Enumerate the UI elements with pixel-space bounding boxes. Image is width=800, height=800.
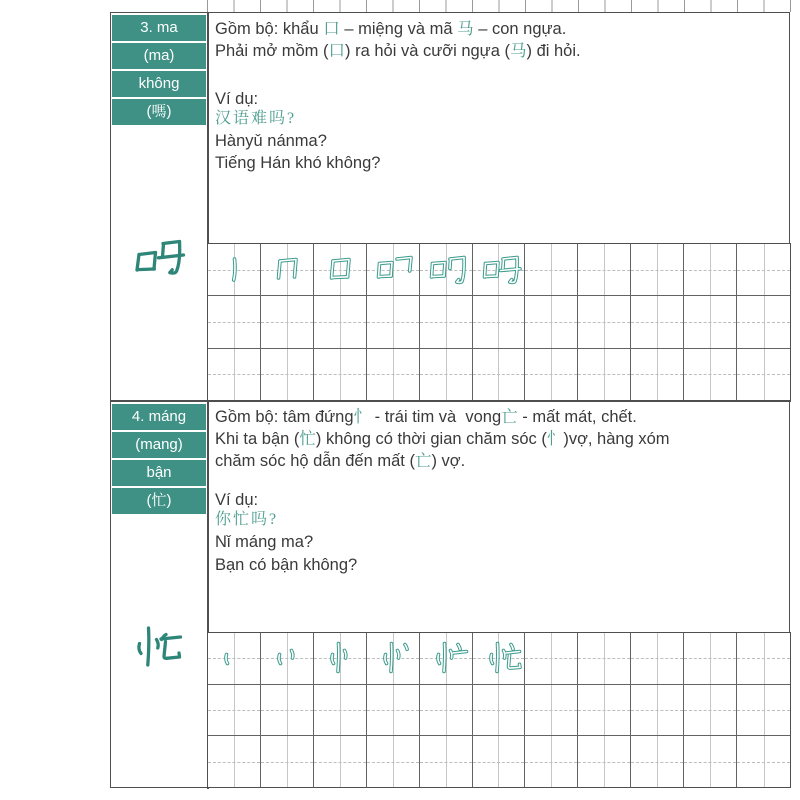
practice-cell [473, 736, 526, 787]
practice-cell [420, 349, 473, 400]
description-line [215, 430, 670, 449]
stroke-stage-6 [491, 644, 520, 672]
practice-cell [525, 349, 578, 400]
inline-text: - trái tim và vong [370, 408, 502, 426]
practice-cell [314, 296, 367, 348]
description-line [215, 452, 465, 471]
stroke-order-stages-ma [207, 243, 791, 296]
practice-cell [208, 349, 261, 400]
practice-cell [473, 296, 526, 348]
practice-cell [684, 296, 737, 348]
inline-text: – miệng và mã [339, 20, 458, 38]
practice-cell [367, 736, 420, 787]
stroke-stage-1 [226, 655, 228, 664]
inline-chinese-character: 忄 [353, 408, 371, 426]
practice-cell [367, 296, 420, 348]
inline-chinese-character: 忄 [546, 430, 564, 448]
inline-chinese-character: 亡 [414, 452, 432, 470]
inline-text: Gồm bộ: tâm đứng [215, 408, 354, 426]
practice-cell [367, 685, 420, 737]
stroke-stage-3 [332, 644, 346, 672]
main-character-ma-icon [128, 229, 186, 287]
practice-cell [578, 685, 631, 737]
inline-chinese-character: 亡 [501, 408, 518, 426]
inline-text: Gồm bộ: khẩu [215, 20, 324, 38]
practice-cell [631, 349, 684, 400]
inline-text: – con ngựa. [473, 20, 567, 38]
practice-cell [684, 685, 737, 737]
stroke-stage-2 [279, 651, 293, 664]
practice-cell [578, 296, 631, 348]
inline-text: Khi ta bận ( [215, 430, 300, 448]
practice-cell [525, 296, 578, 348]
pinyin-cell: (mang) [112, 432, 206, 458]
example-label: Ví dụ: [215, 90, 259, 108]
stroke-stage-2 [279, 260, 297, 279]
inline-chinese-character: 马 [457, 20, 474, 38]
practice-cell [525, 685, 578, 737]
entry-number-cell: 3. ma [112, 15, 206, 41]
meaning-cell: không [112, 71, 206, 97]
practice-cell [261, 349, 314, 400]
practice-cell [684, 736, 737, 787]
example-pinyin: Hànyǔ nánma? [215, 132, 327, 150]
stroke-stage-4 [385, 644, 407, 672]
inline-chinese-character: 忙 [299, 430, 316, 448]
practice-cell [208, 736, 261, 787]
description-line [215, 20, 566, 39]
practice-cell [737, 736, 790, 787]
stroke-stage-5 [438, 644, 467, 672]
example-vietnamese: Tiếng Hán khó không? [215, 154, 381, 172]
practice-cell [684, 349, 737, 400]
inline-text: chăm sóc hộ dẫn đến mất ( [215, 452, 415, 470]
practice-cell [737, 296, 790, 348]
inline-text: ) đi hỏi. [526, 42, 581, 60]
stroke-stage-6 [485, 258, 521, 283]
practice-cell [737, 349, 790, 400]
description-line [215, 408, 637, 427]
traditional-character-cell: (嗎) [112, 99, 206, 125]
example-pinyin: Nǐ máng ma? [215, 533, 314, 551]
inline-chinese-character: 口 [328, 42, 346, 60]
practice-cell [314, 685, 367, 737]
practice-cell [420, 296, 473, 348]
inline-text: - mất mát, chết. [517, 408, 637, 426]
character-cell: (忙) [112, 488, 206, 514]
practice-cell [737, 685, 790, 737]
stroke-stage-5 [432, 258, 465, 283]
example-chinese: 汉语难吗? [215, 110, 297, 127]
inline-text: ) vợ. [431, 452, 466, 470]
stroke-stage-1 [234, 259, 235, 280]
practice-cell [208, 296, 261, 348]
example-chinese: 你忙吗? [215, 511, 279, 528]
inline-chinese-character: 口 [323, 20, 340, 38]
pinyin-cell: (ma) [112, 43, 206, 69]
inline-chinese-character: 马 [509, 42, 527, 60]
practice-cell [473, 349, 526, 400]
stroke-order-stages-mang [207, 632, 791, 684]
main-character-mang-icon [127, 617, 183, 673]
entry-number-cell: 4. máng [112, 404, 206, 430]
description-line [215, 42, 581, 61]
example-vietnamese: Bạn có bận không? [215, 556, 358, 574]
practice-cell [314, 349, 367, 400]
practice-cell [578, 349, 631, 400]
practice-cell [525, 736, 578, 787]
inline-text: )vợ, hàng xóm [563, 430, 670, 448]
practice-cell [261, 685, 314, 737]
inline-text: ) không có thời gian chăm sóc ( [315, 430, 547, 448]
practice-cell [261, 296, 314, 348]
stroke-stage-4 [379, 258, 412, 278]
inline-text: Phải mở mồm ( [215, 42, 329, 60]
stroke-stage-3 [332, 260, 350, 279]
inline-text: ) ra hỏi và cưỡi ngựa ( [345, 42, 510, 60]
practice-cell [631, 296, 684, 348]
practice-cell [208, 685, 261, 737]
practice-cell [261, 736, 314, 787]
example-label: Ví dụ: [215, 491, 259, 509]
practice-cell [420, 685, 473, 737]
practice-cell [631, 736, 684, 787]
practice-cell [420, 736, 473, 787]
practice-cell [367, 349, 420, 400]
practice-cell [631, 685, 684, 737]
previous-grid-remnant [207, 0, 791, 12]
meaning-cell: bận [112, 460, 206, 486]
practice-cell [314, 736, 367, 787]
practice-cell [473, 685, 526, 737]
practice-cell [578, 736, 631, 787]
